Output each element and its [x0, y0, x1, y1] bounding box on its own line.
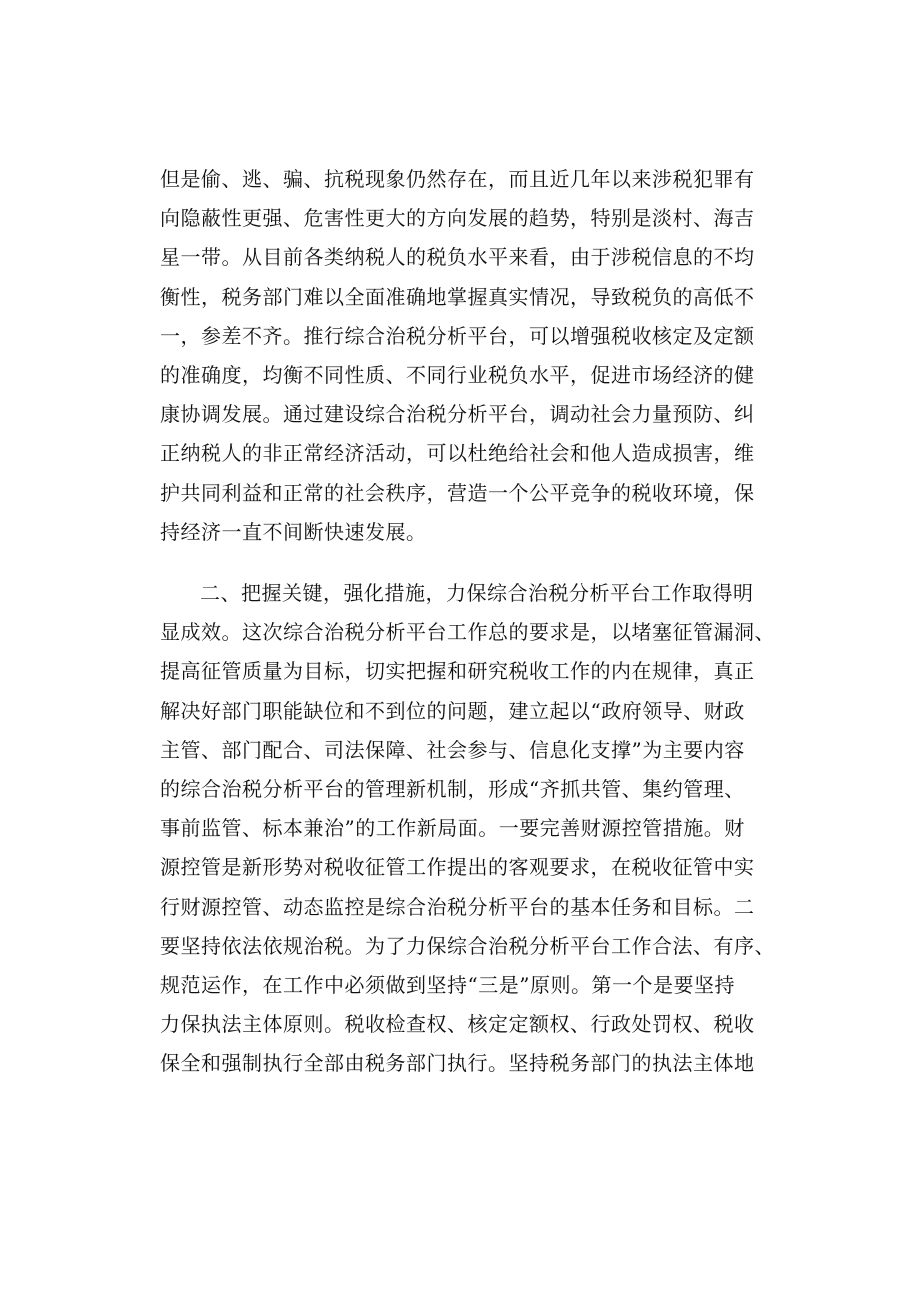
paragraph-line: 提高征管质量为目标，切实把握和研究税收工作的内在规律，真正	[160, 659, 755, 684]
paragraph-line: 主管、部门配合、司法保障、社会参与、信息化支撑”为主要内容	[160, 737, 745, 762]
paragraph-line: 向隐蔽性更强、危害性更大的方向发展的趋势，特别是淡村、海吉	[160, 206, 755, 231]
paragraph-line: 保全和强制执行全部由税务部门执行。坚持税务部门的执法主体地	[160, 1051, 755, 1076]
paragraph-line: 一，参差不齐。推行综合治税分析平台，可以增强税收核定及定额	[160, 323, 755, 348]
paragraph-line: 解决好部门职能缺位和不到位的问题，建立起以“政府领导、财政	[160, 698, 745, 723]
paragraph-first-line: 二、把握关键，强化措施，力保综合治税分析平台工作取得明	[200, 581, 754, 605]
paragraph-line: 的准确度，均衡不同性质、不同行业税负水平，促进市场经济的健	[160, 362, 755, 387]
paragraph-line: 规范运作，在工作中必须做到坚持“三是”原则。第一个是要坚持	[160, 972, 735, 997]
paragraph-line: 要坚持依法依规治税。为了力保综合治税分析平台工作合法、有序、	[160, 933, 775, 958]
paragraph-line: 但是偷、逃、骗、抗税现象仍然存在，而且近几年以来涉税犯罪有	[160, 167, 755, 191]
paragraph-1	[160, 160, 800, 552]
paragraph-line: 持经济一直不间断快速发展。	[160, 519, 427, 544]
paragraph-line: 星一带。从目前各类纳税人的税负水平来看，由于涉税信息的不均	[160, 245, 755, 270]
paragraph-line: 衡性，税务部门难以全面准确地掌握真实情况，导致税负的高低不	[160, 284, 755, 309]
paragraph-line: 事前监管、标本兼治”的工作新局面。一要完善财源控管措施。财	[160, 816, 745, 841]
paragraph-line: 显成效。这次综合治税分析平台工作总的要求是，以堵塞征管漏洞、	[160, 620, 775, 645]
paragraph-line: 行财源控管、动态监控是综合治税分析平台的基本任务和目标。二	[160, 894, 755, 919]
paragraph-line: 源控管是新形势对税收征管工作提出的客观要求，在税收征管中实	[160, 855, 755, 880]
paragraph-line: 的综合治税分析平台的管理新机制，形成“齐抓共管、集约管理、	[160, 776, 745, 801]
paragraph-line: 正纳税人的非正常经济活动，可以杜绝给社会和他人造成损害，维	[160, 441, 755, 466]
paragraph-line: 康协调发展。通过建设综合治税分析平台，调动社会力量预防、纠	[160, 402, 755, 427]
paragraph-2	[160, 574, 800, 1083]
paragraph-line: 护共同利益和正常的社会秩序，营造一个公平竞争的税收环境，保	[160, 480, 755, 505]
paragraph-line: 力保执法主体原则。税收检查权、核定定额权、行政处罚权、税收	[160, 1012, 755, 1037]
